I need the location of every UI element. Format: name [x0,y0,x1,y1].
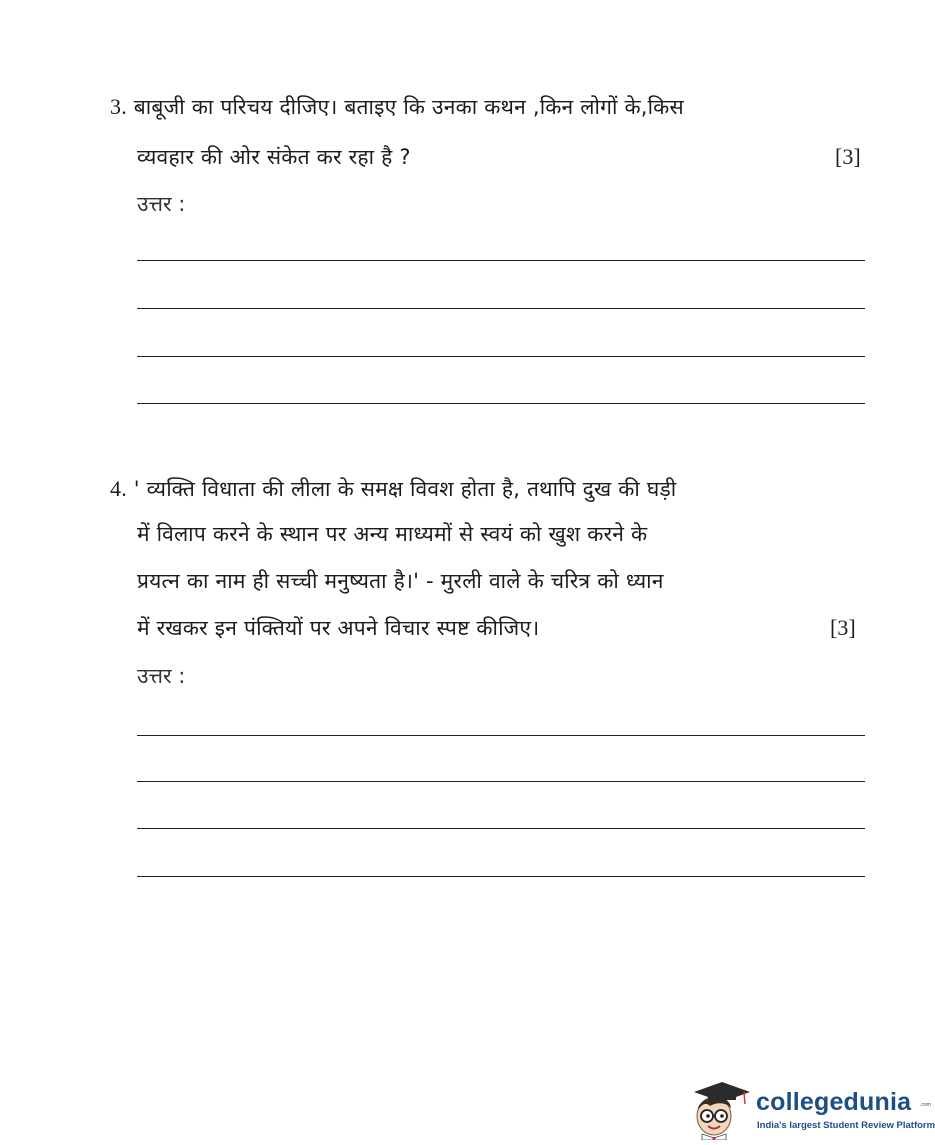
question-3-answer-label: उत्तर : [137,192,186,216]
question-3-number: 3. [110,94,127,119]
mascot-eye-left [706,1114,710,1118]
question-4-line-2: में विलाप करने के स्थान पर अन्य माध्यमों से स्वयं को खुश करने के [137,522,648,546]
question-3-text-1: बाबूजी का परिचय दीजिए। बताइए कि उनका कथन ,किन लोगों के,किस [133,95,684,119]
logo-wordmark: collegedunia [756,1088,912,1116]
student-mascot-icon [690,1078,752,1140]
question-4-answer-label: उत्तर : [137,664,186,688]
mascot-eye-right [720,1114,724,1118]
question-4-number: 4. [110,476,127,501]
logo-suffix: .com [920,1102,931,1108]
answer-line[interactable] [137,828,865,829]
mascot-tassel [744,1092,745,1104]
mascot-cap-band [708,1093,736,1100]
logo-tagline: India's largest Student Review Platform [757,1120,935,1131]
answer-line[interactable] [137,356,865,357]
answer-line[interactable] [137,260,865,261]
question-4-line-4: में रखकर इन पंक्तियों पर अपने विचार स्पष्ट कीजिए। [137,616,540,640]
answer-line[interactable] [137,781,865,782]
question-4-marks: [3] [830,615,856,640]
question-3-marks: [3] [835,144,861,169]
answer-line[interactable] [137,735,865,736]
answer-line[interactable] [137,403,865,404]
answer-line[interactable] [137,308,865,309]
question-3-line-1 [110,92,684,122]
question-4-line-3: प्रयत्न का नाम ही सच्ची मनुष्यता है।' - मुरली वाले के चरित्र को ध्यान [137,569,664,593]
question-4-line-1 [110,474,676,504]
question-3-line-2: व्यवहार की ओर संकेत कर रहा है ? [137,145,411,169]
question-4-text-1: ' व्यक्ति विधाता की लीला के समक्ष विवश होता है, तथापि दुख की घड़ी [133,477,677,501]
answer-line[interactable] [137,876,865,877]
collegedunia-logo[interactable] [690,1078,935,1140]
